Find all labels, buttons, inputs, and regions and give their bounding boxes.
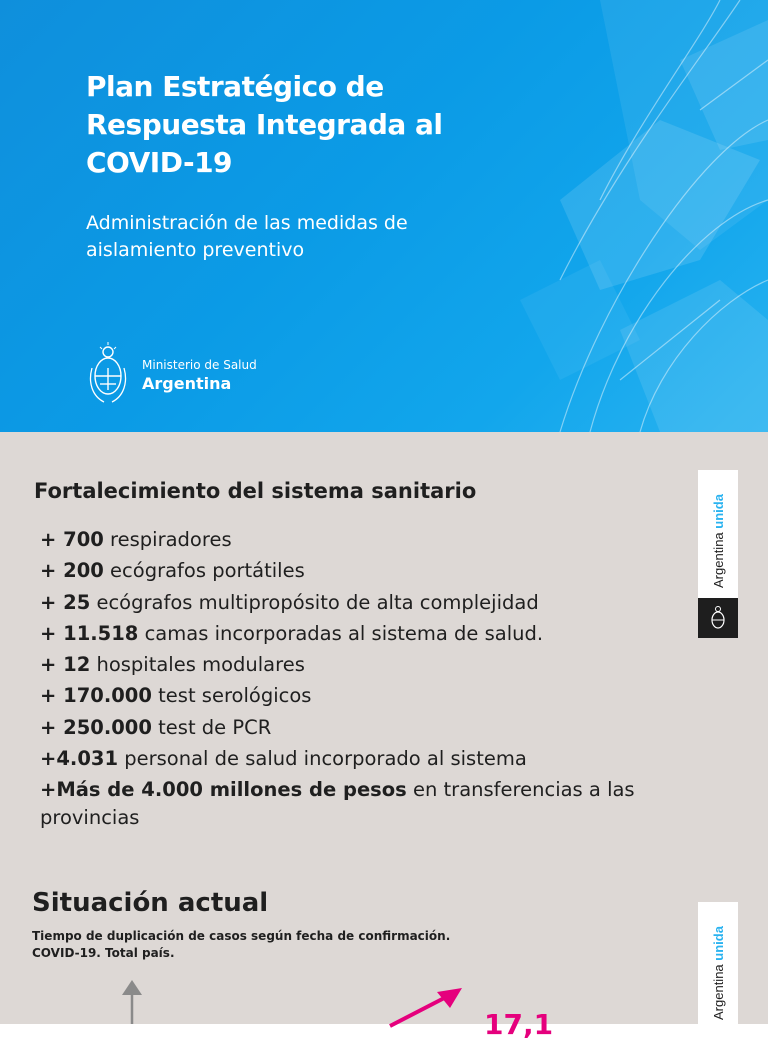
argentina-unida-badge xyxy=(698,470,738,638)
doubling-time-value: 17,1 xyxy=(484,1008,554,1041)
list-item xyxy=(40,618,650,649)
chart-subtitle-line: COVID-19. Total país. xyxy=(32,946,175,960)
badge-emblem xyxy=(698,598,738,638)
badge-word-argentina: Argentina xyxy=(711,532,726,588)
item-amount: + 250.000 xyxy=(40,715,152,739)
section-heading: Situación actual xyxy=(32,888,269,918)
item-label: ecógrafos multipropósito de alta complejidad xyxy=(90,590,539,614)
item-amount: +Más de 4.000 millones de pesos xyxy=(40,778,407,802)
item-amount: + 200 xyxy=(40,559,104,583)
item-amount: + 12 xyxy=(40,653,91,677)
list-item xyxy=(40,776,650,832)
cover-title-line: COVID-19 xyxy=(86,146,233,179)
list-item xyxy=(40,743,650,774)
argentina-unida-badge xyxy=(698,902,738,1024)
item-amount: + 170.000 xyxy=(40,684,152,708)
resource-list xyxy=(40,524,650,832)
list-item xyxy=(40,680,650,711)
cover-title-line: Respuesta Integrada al xyxy=(86,108,443,141)
cover-title xyxy=(86,68,506,182)
list-item xyxy=(40,649,650,680)
cover-slide xyxy=(0,0,768,432)
cover-title-line: Plan Estratégico de xyxy=(86,70,384,103)
item-label: ecógrafos portátiles xyxy=(103,559,305,583)
trend-arrow xyxy=(390,988,462,1026)
item-amount: + 700 xyxy=(40,528,104,551)
ministry-name: Ministerio de Salud xyxy=(142,358,257,372)
item-label: en transferencias a las provincias xyxy=(40,778,635,830)
item-label: test serológicos xyxy=(151,684,312,708)
ministry-country: Argentina xyxy=(142,374,232,393)
list-item xyxy=(40,712,650,743)
item-label: personal de salud incorporado al sistema xyxy=(118,747,527,771)
svg-text:Argentina unida xyxy=(711,925,726,1020)
badge-word-argentina: Argentina xyxy=(711,964,726,1020)
badge-word-unida: unida xyxy=(711,926,726,961)
chart-subtitle xyxy=(32,928,532,962)
y-axis-arrow xyxy=(122,980,142,1024)
cover-subtitle xyxy=(86,210,506,264)
badge-text xyxy=(698,470,738,598)
item-amount: + 25 xyxy=(40,590,91,614)
chart-subtitle-line: Tiempo de duplicación de casos según fecha de confirmación. xyxy=(32,929,451,943)
item-label: hospitales modulares xyxy=(90,653,305,677)
svg-text:Argentina unida xyxy=(711,493,726,588)
badge-text xyxy=(698,902,738,1030)
item-label: respiradores xyxy=(103,528,232,551)
list-item xyxy=(40,524,650,555)
item-amount: + 11.518 xyxy=(40,621,139,645)
badge-word-unida: unida xyxy=(711,494,726,529)
item-label: test de PCR xyxy=(151,715,272,739)
health-system-slide xyxy=(0,432,768,864)
item-label: camas incorporadas al sistema de salud. xyxy=(138,621,544,645)
doubling-time-chart xyxy=(0,964,768,1024)
list-item xyxy=(40,555,650,586)
cover-subtitle-line: Administración de las medidas de xyxy=(86,212,408,234)
escudo-small-icon xyxy=(698,598,738,638)
list-item xyxy=(40,587,650,618)
cover-subtitle-line: aislamiento preventivo xyxy=(86,239,305,261)
escudo-nacional-icon xyxy=(86,338,130,408)
item-amount: +4.031 xyxy=(40,747,119,771)
current-situation-slide xyxy=(0,864,768,1041)
section-heading: Fortalecimiento del sistema sanitario xyxy=(34,479,477,503)
